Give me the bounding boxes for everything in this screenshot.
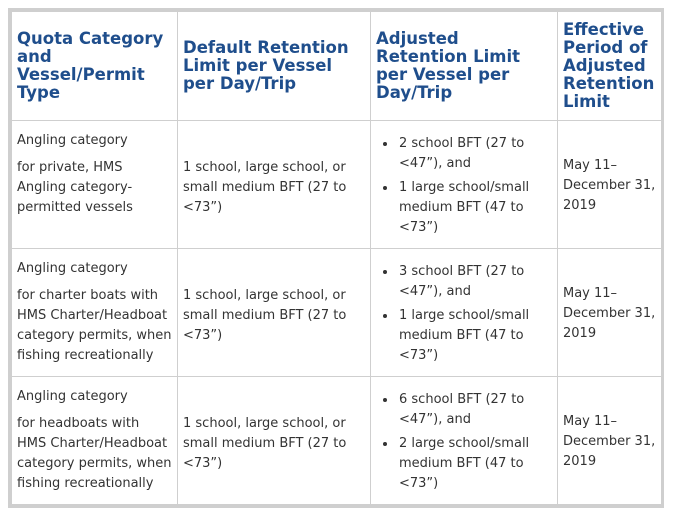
header-effective-period: Effective Period of Adjusted Retention Limit bbox=[558, 12, 662, 121]
table-row bbox=[12, 121, 662, 249]
adjusted-limit-list bbox=[376, 262, 552, 366]
category-cell bbox=[12, 121, 178, 249]
category-title: Angling category bbox=[17, 261, 128, 276]
default-limit-cell: 1 school, large school, or small medium BFT (27 to <73”) bbox=[178, 121, 371, 249]
adjusted-limit-item: • 1 large school/small medium BFT (47 to <73”) bbox=[397, 306, 552, 366]
category-description: for headboats with HMS Charter/Headboat category permits, when fishing recreationally bbox=[17, 416, 172, 491]
category-description: for private, HMS Angling category-permitted vessels bbox=[17, 160, 133, 215]
category-cell bbox=[12, 249, 178, 377]
adjusted-limit-cell bbox=[371, 377, 558, 505]
table-row bbox=[12, 249, 662, 377]
category-title: Angling category bbox=[17, 389, 128, 404]
adjusted-limit-item: • 3 school BFT (27 to <47”), and bbox=[397, 262, 552, 302]
adjusted-limit-list bbox=[376, 390, 552, 494]
effective-period-cell: May 11–December 31, 2019 bbox=[558, 121, 662, 249]
category-title: Angling category bbox=[17, 133, 128, 148]
default-limit-cell: 1 school, large school, or small medium BFT (27 to <73”) bbox=[178, 377, 371, 505]
adjusted-limit-cell bbox=[371, 121, 558, 249]
effective-period-cell: May 11–December 31, 2019 bbox=[558, 377, 662, 505]
header-adjusted-limit: Adjusted Retention Limit per Vessel per Day/Trip bbox=[371, 12, 558, 121]
retention-limits-table bbox=[11, 11, 662, 505]
category-cell bbox=[12, 377, 178, 505]
table-header-row bbox=[12, 12, 662, 121]
header-quota-category: Quota Category and Vessel/Permit Type bbox=[12, 12, 178, 121]
category-description: for charter boats with HMS Charter/Headboat category permits, when fishing recreationally bbox=[17, 288, 172, 363]
adjusted-limit-item: • 2 large school/small medium BFT (47 to <73”) bbox=[397, 434, 552, 494]
header-default-limit: Default Retention Limit per Vessel per Day/Trip bbox=[178, 12, 371, 121]
adjusted-limit-item: • 1 large school/small medium BFT (47 to <73”) bbox=[397, 178, 552, 238]
retention-limits-table-frame bbox=[8, 8, 664, 508]
table-row bbox=[12, 377, 662, 505]
default-limit-cell: 1 school, large school, or small medium BFT (27 to <73”) bbox=[178, 249, 371, 377]
adjusted-limit-cell bbox=[371, 249, 558, 377]
adjusted-limit-list bbox=[376, 134, 552, 238]
adjusted-limit-item: • 2 school BFT (27 to <47”), and bbox=[397, 134, 552, 174]
effective-period-cell: May 11–December 31, 2019 bbox=[558, 249, 662, 377]
adjusted-limit-item: • 6 school BFT (27 to <47”), and bbox=[397, 390, 552, 430]
